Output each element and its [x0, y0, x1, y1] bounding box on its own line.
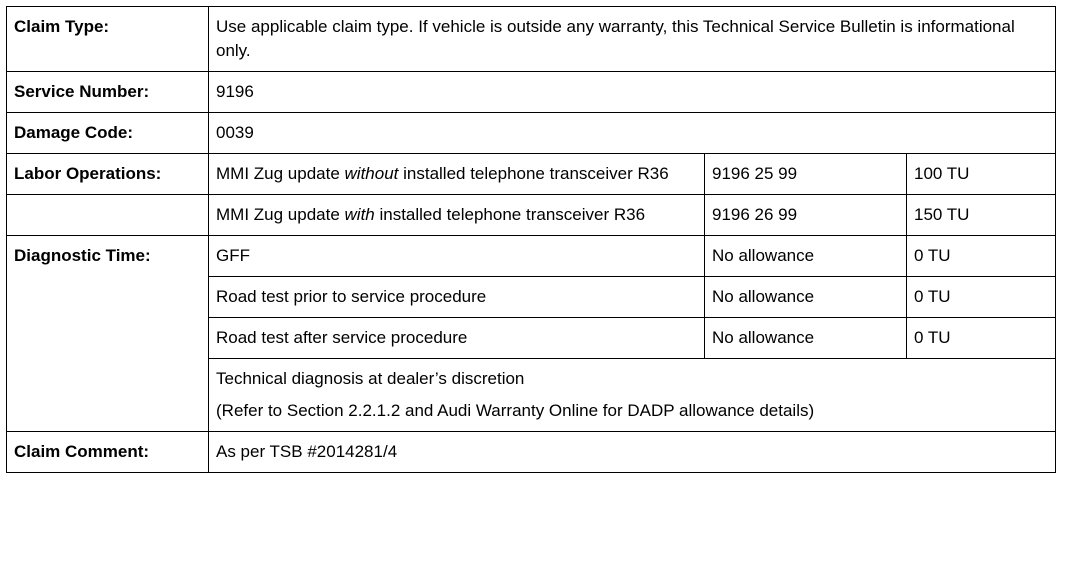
diagnostic-time-label: Diagnostic Time:: [7, 236, 209, 432]
labor-desc-emphasis: with: [344, 205, 375, 224]
labor-operations-label: Labor Operations:: [7, 154, 209, 195]
claim-comment-label: Claim Comment:: [7, 432, 209, 473]
diagnostic-description: GFF: [209, 236, 705, 277]
labor-operation-description: [209, 154, 705, 195]
damage-code-label: Damage Code:: [7, 113, 209, 154]
damage-code-row: [7, 113, 1056, 154]
damage-code-value: 0039: [209, 113, 1056, 154]
diagnostic-note-line-1: Technical diagnosis at dealer’s discretion: [216, 369, 525, 388]
diagnostic-note: [209, 359, 1056, 432]
diagnostic-time-value: 0 TU: [907, 318, 1056, 359]
labor-operation-code: 9196 26 99: [705, 195, 907, 236]
labor-desc-before: MMI Zug update: [216, 205, 345, 224]
labor-desc-emphasis: without: [344, 164, 399, 183]
diagnostic-description: Road test prior to service procedure: [209, 277, 705, 318]
claim-type-label: Claim Type:: [7, 7, 209, 72]
service-number-label: Service Number:: [7, 72, 209, 113]
diagnostic-note-line-2: (Refer to Section 2.2.1.2 and Audi Warranty Online for DADP allowance details): [216, 401, 815, 420]
diagnostic-description: Road test after service procedure: [209, 318, 705, 359]
claim-comment-value: As per TSB #2014281/4: [209, 432, 1056, 473]
claim-comment-row: [7, 432, 1056, 473]
labor-operation-row: [7, 154, 1056, 195]
claim-type-value: Use applicable claim type. If vehicle is outside any warranty, this Technical Service Bulletin is informational only.: [209, 7, 1056, 72]
diagnostic-allowance: No allowance: [705, 236, 907, 277]
labor-operation-description: [209, 195, 705, 236]
labor-desc-after: installed telephone transceiver R36: [374, 205, 646, 224]
warranty-claim-table: [6, 6, 1056, 473]
diagnostic-allowance: No allowance: [705, 318, 907, 359]
service-number-row: [7, 72, 1056, 113]
service-number-value: 9196: [209, 72, 1056, 113]
diagnostic-time-row: [7, 236, 1056, 277]
claim-type-row: [7, 7, 1056, 72]
diagnostic-time-value: 0 TU: [907, 236, 1056, 277]
labor-operation-code: 9196 25 99: [705, 154, 907, 195]
labor-operations-label-spacer: [7, 195, 209, 236]
diagnostic-time-value: 0 TU: [907, 277, 1056, 318]
labor-desc-after: installed telephone transceiver R36: [398, 164, 669, 183]
diagnostic-allowance: No allowance: [705, 277, 907, 318]
labor-operation-time: 100 TU: [907, 154, 1056, 195]
labor-operation-time: 150 TU: [907, 195, 1056, 236]
labor-operation-row: [7, 195, 1056, 236]
labor-desc-before: MMI Zug update: [216, 164, 345, 183]
